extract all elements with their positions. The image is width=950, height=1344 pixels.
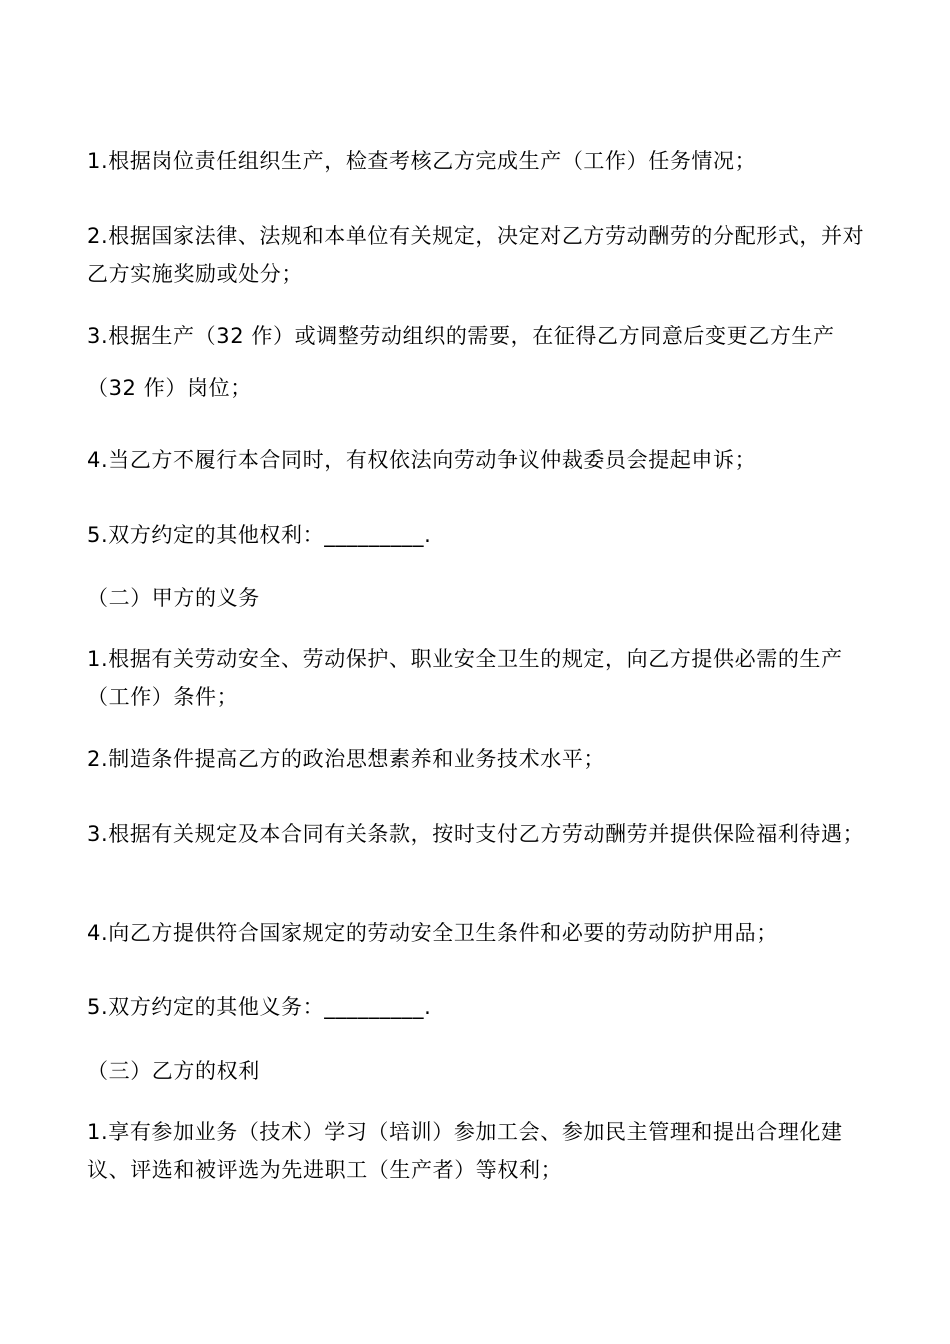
- employer-obligation-1: 1.根据有关劳动安全、劳动保护、职业安全卫生的规定，向乙方提供必需的生产（工作）条件；: [87, 647, 843, 709]
- employer-right-4: 4.当乙方不履行本合同时，有权依法向劳动争议仲裁委员会提起申诉；: [87, 448, 757, 472]
- employer-obligation-5: 5.双方约定的其他义务：_________.: [87, 995, 432, 1019]
- employer-right-1: 1.根据岗位责任组织生产，检查考核乙方完成生产（工作）任务情况；: [87, 149, 757, 173]
- employer-right-5: 5.双方约定的其他权利：_________.: [87, 523, 432, 547]
- section-heading-employer-obligations: （二）甲方的义务: [87, 586, 260, 610]
- employer-obligation-4: 4.向乙方提供符合国家规定的劳动安全卫生条件和必要的劳动防护用品；: [87, 921, 778, 945]
- employer-right-2: 2.根据国家法律、法规和本单位有关规定，决定对乙方劳动酬劳的分配形式，并对乙方实施奖励或处分；: [87, 224, 865, 286]
- employer-obligation-2: 2.制造条件提高乙方的政治思想素养和业务技术水平；: [87, 747, 606, 771]
- employer-right-3: 3.根据生产（32 作）或调整劳动组织的需要，在征得乙方同意后变更乙方生产（32 作）岗位；: [87, 324, 835, 400]
- employer-obligation-3: 3.根据有关规定及本合同有关条款，按时支付乙方劳动酬劳并提供保险福利待遇；: [87, 822, 865, 846]
- employee-right-1: 1.享有参加业务（技术）学习（培训）参加工会、参加民主管理和提出合理化建议、评选和被评选为先进职工（生产者）等权利；: [87, 1120, 843, 1182]
- section-heading-employee-rights: （三）乙方的权利: [87, 1059, 260, 1083]
